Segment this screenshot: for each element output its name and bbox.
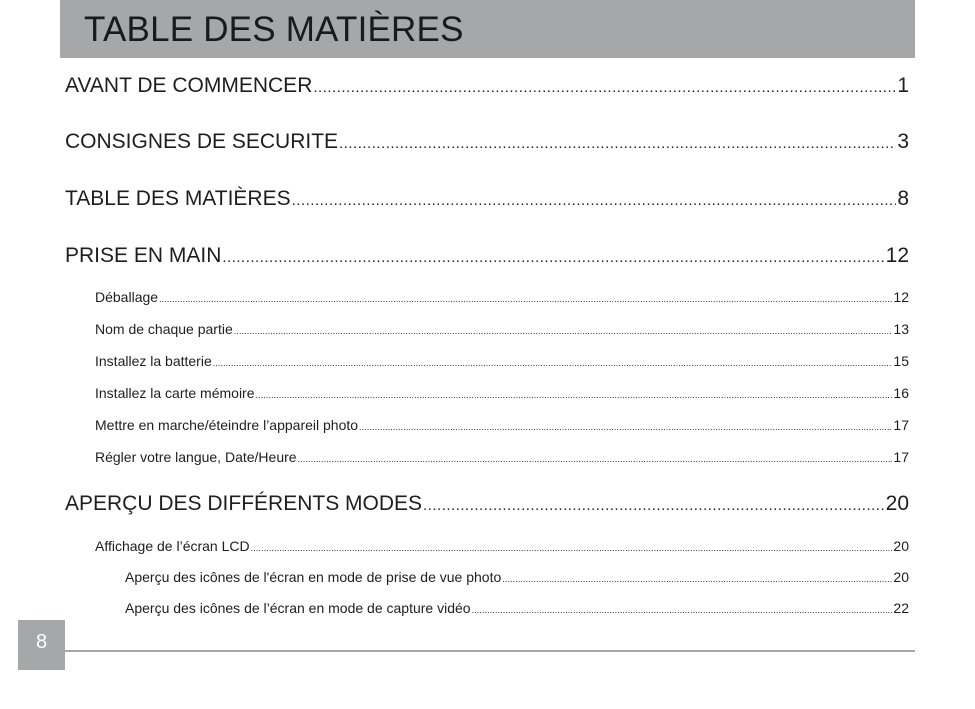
page-number: 8 — [35, 631, 48, 653]
toc-entry-apercu-des-differents-modes[interactable] — [65, 491, 909, 519]
toc-entry-page: 20 — [893, 569, 909, 585]
toc-entry-installez-la-batterie[interactable] — [95, 352, 909, 372]
toc-entry-mettre-en-marche[interactable] — [95, 416, 909, 436]
dot-leader — [292, 188, 897, 214]
toc-entry-page: 13 — [893, 321, 909, 337]
toc-entry-affichage-ecran-lcd[interactable] — [95, 537, 909, 557]
toc-entry-page: 12 — [885, 244, 909, 267]
toc-entry-page: 1 — [897, 74, 909, 97]
dot-leader — [213, 354, 893, 372]
dot-leader — [222, 245, 884, 271]
toc-entry-page: 8 — [897, 187, 909, 210]
toc-entry-page: 17 — [893, 417, 909, 433]
toc-entry-page: 20 — [893, 538, 909, 554]
toc-entry-deballage[interactable] — [95, 288, 909, 308]
dot-leader — [256, 386, 893, 404]
toc-entry-label: APERÇU DES DIFFÉRENTS MODES — [65, 492, 423, 515]
dot-leader — [359, 418, 892, 436]
toc-entry-apercu-icones-video[interactable] — [125, 599, 909, 619]
dot-leader — [502, 570, 892, 588]
toc-entry-page: 17 — [893, 449, 909, 465]
toc-entry-label: Aperçu des icônes de l'écran en mode de prise de vue photo — [125, 569, 502, 585]
toc-entry-page: 20 — [885, 492, 909, 515]
toc-entry-consignes-de-securite[interactable] — [65, 129, 909, 157]
toc-entry-label: Aperçu des icônes de l’écran en mode de capture vidéo — [125, 600, 471, 616]
dot-leader — [339, 131, 896, 157]
toc-entry-label: TABLE DES MATIÈRES — [65, 187, 291, 210]
dot-leader — [472, 601, 893, 619]
page-number-box — [18, 620, 65, 670]
dot-leader — [251, 539, 893, 557]
toc-entry-label: Nom de chaque partie — [95, 321, 233, 337]
toc-entry-label: PRISE EN MAIN — [65, 244, 222, 267]
dot-leader — [313, 75, 896, 101]
toc-entry-label: Régler votre langue, Date/Heure — [95, 449, 297, 465]
toc-entry-label: Installez la batterie — [95, 353, 212, 369]
page-title: TABLE DES MATIÈRES — [84, 10, 464, 49]
footer-divider — [65, 650, 915, 652]
toc-entry-installez-la-carte-memoire[interactable] — [95, 384, 909, 404]
toc-entry-label: Affichage de l’écran LCD — [95, 538, 250, 554]
toc-entry-page: 3 — [897, 130, 909, 153]
toc-entry-page: 16 — [893, 385, 909, 401]
toc-entry-label: Installez la carte mémoire — [95, 385, 255, 401]
dot-leader — [298, 450, 893, 468]
toc-entry-regler-votre-langue[interactable] — [95, 448, 909, 468]
toc-entry-apercu-icones-photo[interactable] — [125, 568, 909, 588]
dot-leader — [423, 493, 885, 519]
toc-entry-label: Mettre en marche/éteindre l’appareil photo — [95, 417, 359, 433]
toc-entry-prise-en-main[interactable] — [65, 243, 909, 271]
dot-leader — [159, 290, 892, 308]
toc-entry-label: Déballage — [95, 289, 159, 305]
toc-entry-label: AVANT DE COMMENCER — [65, 74, 313, 97]
toc-entry-page: 22 — [893, 600, 909, 616]
toc-entry-page: 15 — [893, 353, 909, 369]
toc-entry-avant-de-commencer[interactable] — [65, 73, 909, 101]
toc-entry-label: CONSIGNES DE SECURITE — [65, 130, 339, 153]
toc-entry-table-des-matieres[interactable] — [65, 186, 909, 214]
toc-entry-nom-de-chaque-partie[interactable] — [95, 320, 909, 340]
toc-entry-page: 12 — [893, 289, 909, 305]
dot-leader — [234, 322, 893, 340]
